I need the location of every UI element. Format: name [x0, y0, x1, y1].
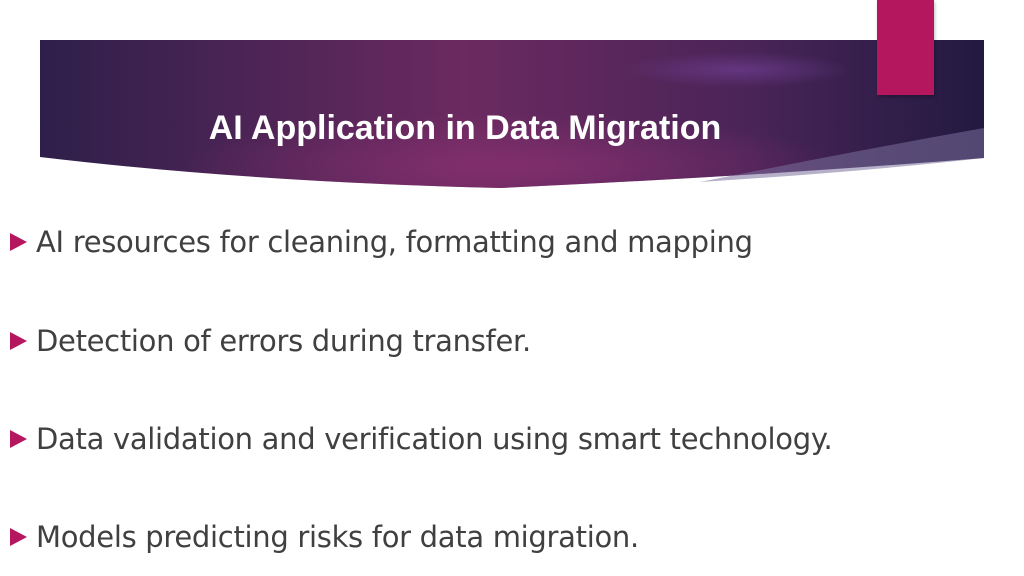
- bullet-text: Detection of errors during transfer.: [36, 324, 531, 358]
- triangle-bullet-icon: [10, 528, 27, 546]
- bullet-item: [10, 321, 531, 361]
- triangle-bullet-icon: [10, 430, 27, 448]
- bullet-item: [10, 222, 753, 262]
- bullet-item: [10, 419, 832, 459]
- bullet-item: [10, 517, 639, 557]
- accent-tab: [877, 0, 934, 95]
- title-banner: [0, 0, 1024, 200]
- bullet-text: Data validation and verification using smart technology.: [36, 422, 833, 456]
- bullet-text: Models predicting risks for data migration.: [36, 520, 639, 554]
- triangle-bullet-icon: [10, 332, 27, 350]
- bullet-text: AI resources for cleaning, formatting and mapping: [36, 225, 753, 259]
- triangle-bullet-icon: [10, 233, 27, 251]
- slide-title: AI Application in Data Migration: [208, 109, 722, 147]
